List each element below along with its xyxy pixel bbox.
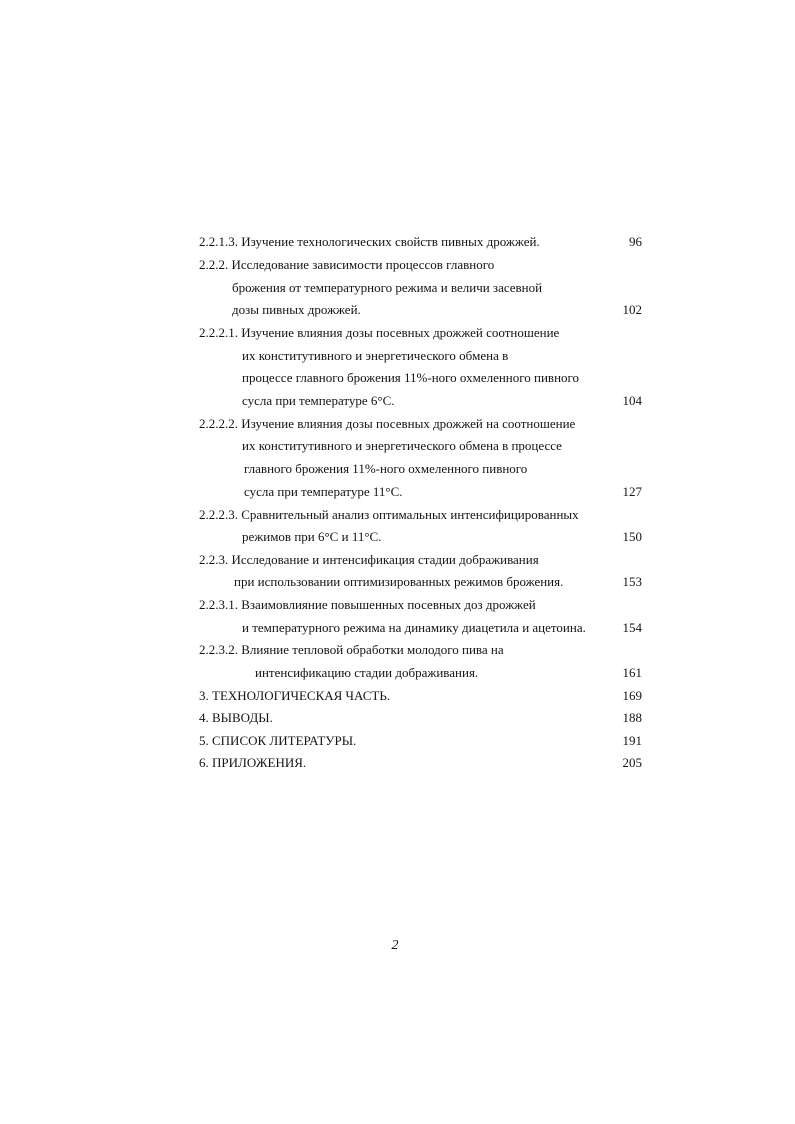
toc-entry-line: интенсификацию стадии дображивания. (255, 665, 479, 680)
toc-entry-line: их конститутивного и энергетического обмена в процессе (242, 438, 562, 453)
toc-page-number: 169 (622, 688, 642, 703)
toc-page-number: 205 (622, 755, 642, 770)
toc-entry-line: главного брожения 11%-ного охмеленного пивного (244, 461, 528, 476)
toc-entry-line: 4. ВЫВОДЫ. (199, 710, 273, 725)
toc-entry-line: 3. ТЕХНОЛОГИЧЕСКАЯ ЧАСТЬ. (199, 688, 391, 703)
toc-page-number: 150 (622, 529, 642, 544)
toc-page-number: 153 (622, 574, 642, 589)
toc-page-number: 154 (622, 620, 642, 635)
toc-page-number: 127 (622, 484, 642, 499)
toc-entry-line: и температурного режима на динамику диацетила и ацетоина. (242, 620, 586, 635)
toc-entry-line: 2.2.2.1. Изучение влияния дозы посевных дрожжей соотношение (199, 325, 560, 340)
toc-entry-line: процессе главного брожения 11%-ного охмеленного пивного (242, 370, 580, 385)
toc-entry-line: 2.2.3.1. Взаимовлияние повышенных посевных доз дрожжей (199, 597, 536, 612)
toc-entry-line: 6. ПРИЛОЖЕНИЯ. (199, 755, 307, 770)
toc-page-number: 188 (622, 710, 642, 725)
toc-entry-line: их конститутивного и энергетического обмена в (242, 348, 509, 363)
page-number: 2 (391, 938, 399, 953)
toc-entry-line: 2.2.2.3. Сравнительный анализ оптимальных интенсифицированных (199, 507, 579, 522)
toc-entry-line: сусла при температуре 11°С. (244, 484, 403, 499)
toc-entry-line: при использовании оптимизированных режимов брожения. (234, 574, 564, 589)
toc-entry-line: дозы пивных дрожжей. (232, 302, 361, 317)
toc-page-number: 96 (629, 234, 642, 249)
toc-entry-line: брожения от температурного режима и величи засевной (232, 280, 543, 295)
toc-entry-line: 2.2.3. Исследование и интенсификация стадии дображивания (199, 552, 539, 567)
toc-entry-line: сусла при температуре 6°С. (242, 393, 395, 408)
toc-entry-line: 2.2.1.3. Изучение технологических свойств пивных дрожжей. (199, 234, 540, 249)
toc-page-number: 104 (622, 393, 642, 408)
toc-entry-line: режимов при 6°С и 11°С. (242, 529, 382, 544)
toc-entry-line: 2.2.2. Исследование зависимости процессов главного (199, 257, 495, 272)
toc-entry-line: 2.2.2.2. Изучение влияния дозы посевных дрожжей на соотношение (199, 416, 576, 431)
toc-page-number: 102 (622, 302, 642, 317)
toc-entry-line: 5. СПИСОК ЛИТЕРАТУРЫ. (199, 733, 357, 748)
toc-entry-line: 2.2.3.2. Влияние тепловой обработки молодого пива на (199, 642, 504, 657)
toc-page-number: 191 (622, 733, 642, 748)
toc-page-number: 161 (622, 665, 642, 680)
